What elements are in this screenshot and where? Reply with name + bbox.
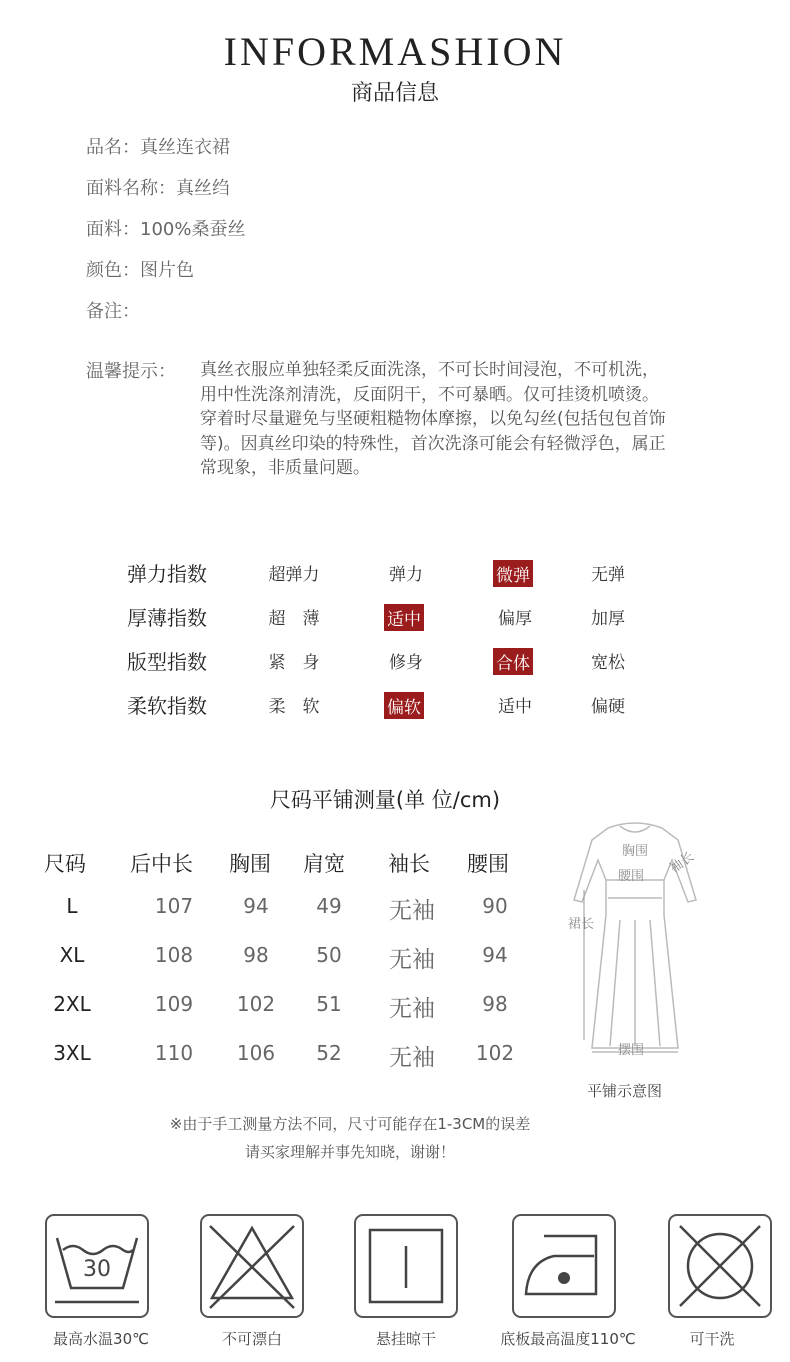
waist-label: 腰围 [618,869,645,884]
index-option: 紧 身 [268,653,320,673]
index-option: 柔 软 [268,697,320,717]
size-table-header: 肩宽 [303,852,345,876]
care-label-hang-dry: 悬挂晾干 [375,1330,436,1348]
index-label: 弹力指数 [127,562,207,586]
size-value-cell: 98 [482,992,508,1016]
size-value-cell: 106 [236,1041,276,1065]
index-option: 宽松 [591,653,625,673]
index-option: 修身 [389,653,423,673]
size-value-cell: 无袖 [389,898,435,924]
index-option-selected: 适中 [384,604,424,631]
dress-diagram [560,820,710,1065]
size-value-cell: 102 [475,1041,515,1065]
care-label-no-bleach: 不可漂白 [221,1330,282,1348]
page-title: INFORMASHION [223,29,567,74]
sleeve-label: 袖长 [667,849,698,877]
size-value-cell: 50 [316,943,342,967]
no-bleach-icon [200,1214,304,1318]
index-option: 偏硬 [591,697,625,717]
size-table-header: 尺码 [44,852,86,876]
size-value-cell: 107 [154,894,194,918]
hem-label: 摆围 [618,1043,645,1058]
size-table-title: 尺码平铺测量(单 位/cm) [269,788,501,812]
size-value-cell: 51 [316,992,342,1016]
size-value-cell: 无袖 [389,1045,435,1071]
size-value-cell: 94 [243,894,269,918]
index-option: 加厚 [591,609,625,629]
care-label-iron: 底板最高温度110℃ [500,1330,636,1348]
size-value-cell: 108 [154,943,194,967]
chest-label: 胸围 [622,844,649,859]
size-note-1: ※由于手工测量方法不同，尺寸可能存在1-3CM的误差 [169,1115,531,1133]
index-option-selected: 偏软 [384,692,424,719]
care-label-dry-clean: 可干洗 [689,1330,735,1348]
info-row-name: 品名：真丝连衣裙 [86,137,230,158]
index-option: 弹力 [389,565,423,585]
size-value-cell: 98 [243,943,269,967]
tips-text: 真丝衣服应单独轻柔反面洗涤，不可长时间浸泡，不可机洗， 用中性洗涤剂清洗，反面阴干，不可暴晒。仅可挂烫机喷烫。 穿着时尽量避免与坚硬粗糙物体摩擦，以免勾丝(包括包包首饰 等)。因真丝印染的特殊性，首次洗涤可能会有轻微浮色，属正 常现象，非质量问题。 [200,360,666,478]
size-table-header: 袖长 [388,852,430,876]
index-option-selected: 合体 [493,648,533,675]
care-label-wash: 最高水温30℃ [53,1330,149,1348]
size-value-cell: 49 [316,894,342,918]
size-value-cell: 102 [236,992,276,1016]
index-option: 适中 [498,697,532,717]
index-label: 柔软指数 [127,694,207,718]
skirt-label: 裙长 [568,917,595,932]
size-value-cell: 90 [482,894,508,918]
size-cell: 3XL [53,1041,91,1065]
size-cell: L [66,894,78,918]
info-row-fabric: 面料：100%桑蚕丝 [86,219,246,240]
size-value-cell: 94 [482,943,508,967]
index-option: 偏厚 [498,609,532,629]
size-note-2: 请买家理解并事先知晓，谢谢！ [244,1143,455,1161]
index-option: 超 薄 [268,609,320,629]
size-cell: 2XL [53,992,91,1016]
index-label: 厚薄指数 [127,606,207,630]
index-label: 版型指数 [127,650,207,674]
diagram-caption: 平铺示意图 [587,1082,663,1100]
info-row-fabric-name: 面料名称：真丝绉 [86,178,230,199]
size-value-cell: 109 [154,992,194,1016]
dry-clean-icon [668,1214,772,1318]
page-subtitle: 商品信息 [350,81,439,106]
info-row-remark: 备注： [86,301,140,322]
tips-label: 温馨提示： [86,361,176,382]
index-option: 无弹 [591,565,625,585]
size-value-cell: 52 [316,1041,342,1065]
info-row-color: 颜色：图片色 [86,260,194,281]
size-value-cell: 无袖 [389,947,435,973]
hang-dry-icon [354,1214,458,1318]
iron-icon [512,1214,616,1318]
size-table-header: 后中长 [130,852,193,876]
size-value-cell: 无袖 [389,996,435,1022]
index-option-selected: 微弹 [493,560,533,587]
size-cell: XL [59,943,85,967]
size-table-header: 胸围 [229,852,271,876]
wash-30-icon [45,1214,149,1318]
svg-text:30: 30 [83,1257,111,1282]
size-value-cell: 110 [154,1041,194,1065]
size-table-header: 腰围 [467,852,509,876]
index-option: 超弹力 [268,565,320,585]
